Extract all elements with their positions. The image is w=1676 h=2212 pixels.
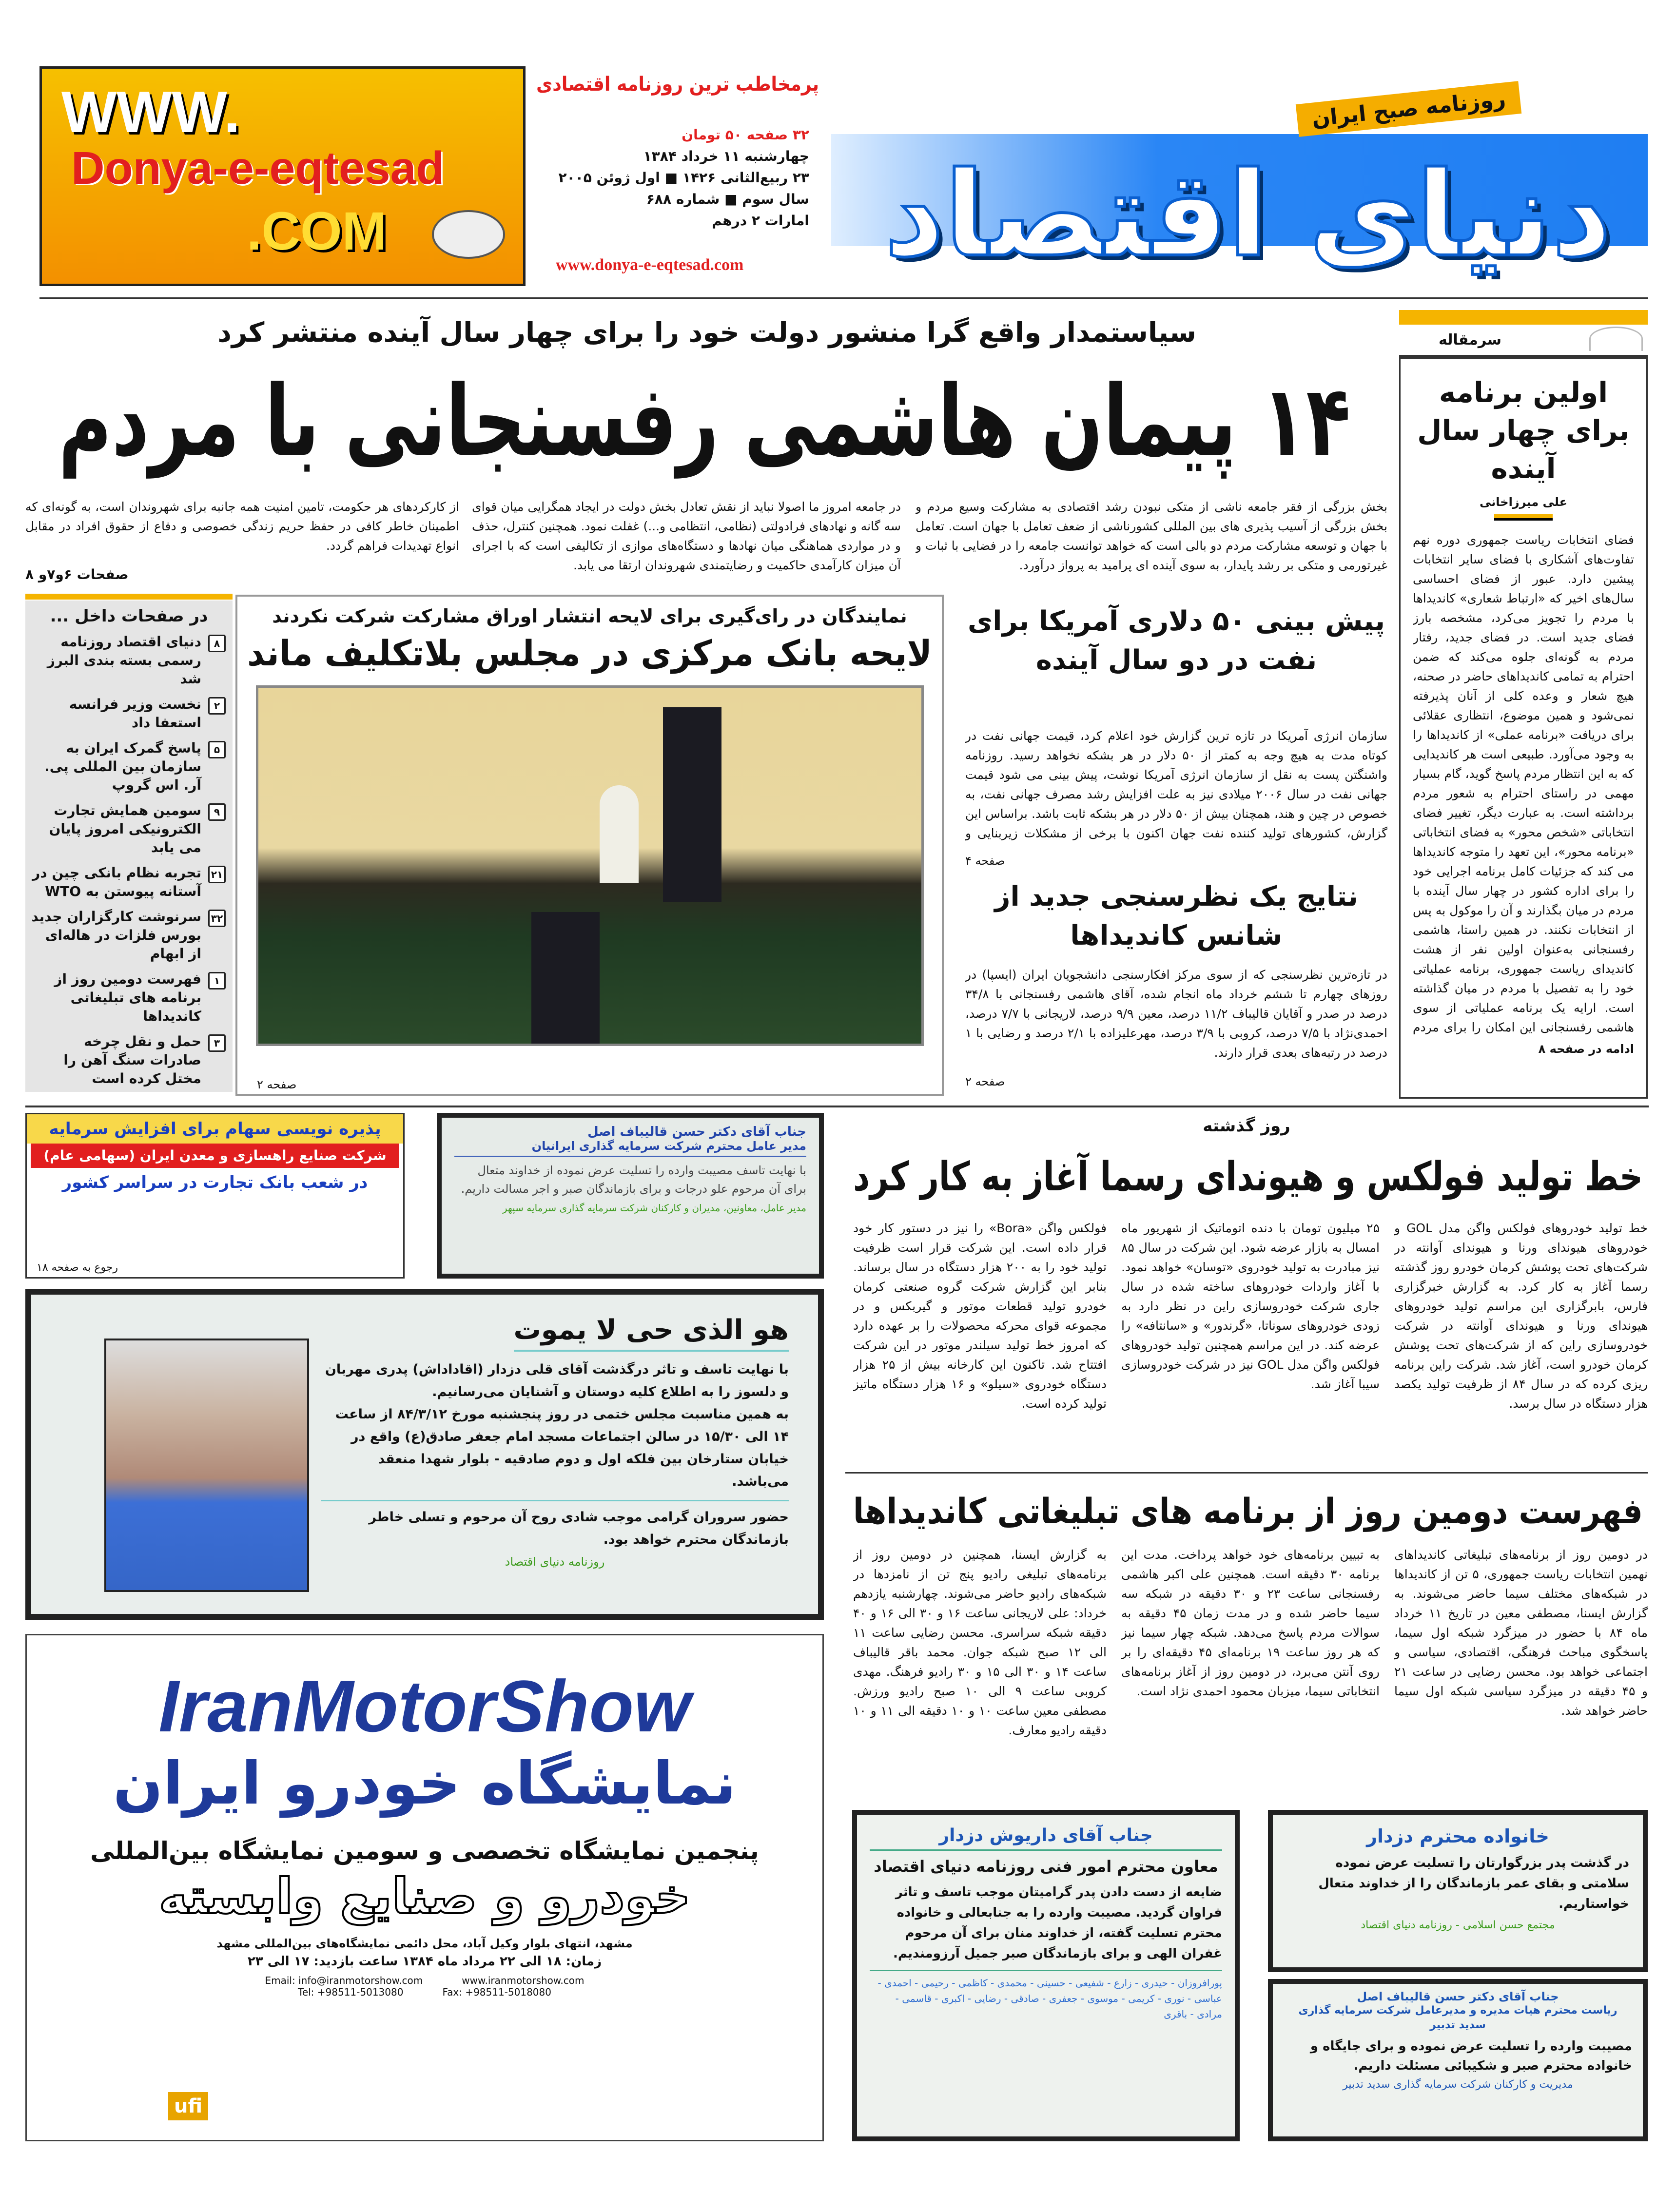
photo-figure xyxy=(600,785,639,883)
divider xyxy=(845,1472,1648,1474)
inside-item-text: حمل و نقل چرخه صادرات سنگ آهن را مختل کرده است xyxy=(63,1033,201,1087)
campaign-headline[interactable]: فهرست دومین روز از برنامه های تبلیغاتی کاندیداها xyxy=(853,1491,1643,1532)
oil-headline[interactable]: پیش بینی ۵۰ دلاری آمریکا برای نفت در دو سال آینده xyxy=(967,605,1385,676)
shares-ad-line3: در شعب بانک تجارت در سراسر کشور xyxy=(62,1173,368,1192)
poll-text: در تازه‌ترین نظرسنجی که از سوی مرکز افکارسنجی دانشجویان ایران (ایسپا) در روزهای چهارم تا ششم خرداد ماه انجام شده، آقای هاشمی رفسنجانی با ۳۴/۸ درصد در صدر و آقایان قالیباف ۱۱/۲ درصد، معین ۹/۹ درصد، لاریجانی با ۷/۷ درصد، احمدی‌نژاد با ۷/۵ درصد، کروبی با ۳/۹ درصد، مهرعلیزاده با ۲/۱ درصد و رضایی با ۱ درصد در رتبه‌های بعدی قرار دارند. xyxy=(965,968,1387,1060)
price: ۵۰ تومان xyxy=(682,127,742,143)
logo-badge: روزنامه صبح ایران xyxy=(1296,81,1522,137)
campaign-col-2: به تبیین برنامه‌های خود خواهد پرداخت. مدت این برنامه ۳۰ دقیقه است. همچنین علی اکبر هاشمی رفسنجانی ساعت ۲۳ و ۳۰ دقیقه در شبکه سه سیما حاضر شده و در مدت زمان ۴۵ دقیقه به سوالات مردم پاسخ می‌دهد. شبکه چهار سیما نیز که هر روز ساعت ۱۹ برنامه‌ای ۴۵ دقیقه‌ای را بر روی آنتن می‌برد، در دومین روز از آغاز برنامه‌های انتخاباتی سیما، میزبان محمود احمدی نژاد است. xyxy=(1121,1548,1380,1698)
globe-icon xyxy=(1589,327,1643,351)
header-divider xyxy=(39,297,1648,299)
bank-page[interactable]: صفحه ۲ xyxy=(257,1078,297,1091)
editorial-author: علی میرزاخانی xyxy=(1479,495,1568,509)
lead-pages[interactable]: صفحات ۶و۷و ۸ xyxy=(25,566,129,582)
inside-pages-box xyxy=(25,601,233,1092)
obituary-p3: حضور سروران گرامی موجب شادی روح آن مرحوم و تسلی خاطر بازماندگان محترم خواهد بود. xyxy=(321,1500,789,1551)
lead-col-1: بخش بزرگی از فقر جامعه ناشی از متکی نبودن رشد اقتصادی به مشارکت وسیع مردم و بخش بزرگی از آسیب پذیری های بین المللی کشورناشی از ضعف تعامل با جهان است. تعامل با جهان و توسعه مشارکت مردم دو بالی است که خواهد توانست جامعه را در فضایی با ثبات و غیرتورمی و متکی بر رشد پایدار، به سوی آینده ای پرامید به پرواز درآورد. xyxy=(916,500,1387,572)
motorshow-tel: Tel: +98511-5013080 xyxy=(298,1986,404,1998)
editorial-section: سرمقاله xyxy=(1438,331,1501,349)
inside-item-text: پاسخ گمرک ایران به سازمان بین المللی پی. آر. اس گروپ xyxy=(44,740,201,793)
page-number-badge: ۸ xyxy=(208,635,226,652)
condolence-ad-1[interactable] xyxy=(437,1113,824,1279)
page-number-badge: ۹ xyxy=(208,803,226,821)
tagline: پرمخاطب ترین روزنامه اقتصادی xyxy=(536,73,819,96)
uae-price: امارات ۲ درهم xyxy=(712,213,809,229)
campaign-headline-box xyxy=(853,1487,1643,1535)
lead-col-2: در جامعه امروز ما اصولا نباید از نقش تعادل بخش دولت در ایجاد همگرایی میان قوای سه گانه و نهادهای فرادولتی (نظامی، انتظامی و...) غفلت نمود. همچنین کنترل، حذف و در مواردی هماهنگی میان نهادها و دستگاه‌های موازی از تکالیفی است که با اجرای آن میزان کارآمدی حاکمیت و رضایتمندی شهروندان ارتقا می یابد. xyxy=(472,500,901,572)
photo-figure xyxy=(531,912,600,1044)
motorshow-line2: خودرو و صنایع وابسته xyxy=(158,1868,691,1925)
cond4-title: جناب آقای دکتر حسن قالیباف اصل xyxy=(1357,1990,1559,2003)
page-number-badge: ۲ xyxy=(208,697,226,715)
vw-col-2: ۲۵ میلیون تومان با دنده اتوماتیک از شهریور ماه امسال به بازار عرضه شود. این شرکت در سال ۸۵ نیز مبادرت به تولید خودروی «توسان» خواهد نمود. با آغاز واردات خودروهای ساخته شده در سال جاری شرکت خودروسازی راین در نظر دارد به زودی خودروهای سوناتا، «گرندور» و «سانتافه» را عرضه کند. در این مراسم همچنین تولید خودروهای فولکس واگن مدل GOL نیز در شرکت خودروسازی سیبا آغاز شد. xyxy=(1121,1221,1380,1391)
vw-col-1: خط تولید خودروهای فولکس واگن مدل GOL و خودروهای هیوندای ورنا و هیوندای آوانته در شرکت‌های تحت پوشش کرمان خودرو روز گذشته رسما آغاز به کار کرد. به گزارش خبرگزاری فارس، بابرگزاری این مراسم تولید خودروهای هیوندای ورنا و هیوندای آوانته در شرکت خودروسازی راین که از شرکت‌های تحت پوشش کرمان خودرو است، آغاز شد. شرکت راین برنامه ریزی کرده که در سال ۸۴ از ظرفیت تولید یکصد هزار دستگاه در سال برسد. xyxy=(1394,1221,1648,1411)
page-number-badge: ۳۲ xyxy=(208,910,226,927)
obituary-p2: به همین مناسبت مجلس ختمی در روز پنجشنبه مورخ ۸۴/۳/۱۲ از ساعت ۱۴ الی ۱۵/۳۰ در سالن اجتماعات مسجد امام جعفر صادق(ع) واقع در خیابان ستارخان بین فلکه اول و دوم صادقیه - بلوار شهدا منعقد می‌باشد. xyxy=(335,1407,789,1489)
issue-number: سال سوم ■ شماره ۶۸۸ xyxy=(646,191,809,207)
cond2-names: پورافروزان - حیدری - زارع - شفیعی - حسینی - محمدی - کاظمی - رحیمی - احمدی - عباسی - نوری - کریمی - موسوی - جعفری - صادقی - رضایی - اکبری - قاسمی - مرادی - باقری xyxy=(870,1970,1222,2022)
motorshow-time: زمان: ۱۸ الی ۲۲ مرداد ماه ۱۳۸۴ ساعت بازدید: ۱۷ الی ۲۳ xyxy=(247,1954,602,1969)
obituary-title: هو الذی حی لا یموت xyxy=(514,1314,789,1352)
cond4-sign: مدیریت و کارکنان شرکت سرمایه گذاری سدید تدبیر xyxy=(1343,2078,1573,2091)
author-bar xyxy=(1494,514,1553,521)
motorshow-ad[interactable] xyxy=(25,1634,824,2141)
cond1-text: با نهایت تاسف مصیبت وارده را تسلیت عرض نموده از خداوند متعال برای آن مرحوم علو درجات و برای بازماندگان صبر و اجر مسالت داریم. xyxy=(461,1164,806,1196)
lead-col-3: از کارکردهای هر حکومت، تامین امنیت همه جانبه برای شهروندان است، به گونه‌ای که اطمینان خاطر کافی در حفظ حریم زندگی خصوصی و دفاع از حقوق افراد در مقابل انواع تهدیدات فراهم گردد. xyxy=(25,500,459,553)
mouse-icon xyxy=(432,210,505,259)
campaign-col-1: در دومین روز از برنامه‌های تبلیغاتی کاندیداهای نهمین انتخابات ریاست جمهوری، ۵ تن از کاندیداها در شبکه‌های مختلف سیما حاضر می‌شوند. به گزارش ایسنا، مصطفی معین در تاریخ ۱۱ خرداد ماه ۸۴ با حضور در میزگرد شبکه اول سیما، پاسخگوی مباحث فرهنگی، اقتصادی، سیاسی و اجتماعی خواهد بود. محسن رضایی در ساعت ۲۱ و ۴۵ دقیقه در میزگرد سیاسی شبکه اول سیما حاضر خواهد شد. xyxy=(1394,1548,1648,1718)
inside-item-text: تجربه نظام بانکی چین در آستانه پیوستن به WTO xyxy=(32,865,201,899)
photo-figure xyxy=(663,707,721,902)
cond2-text: ضایعه از دست دادن پدر گرامیتان موجب تاسف و تاثر فراوان گردید. مصیبت وارده را به جنابعالی و خانواده محترم تسلیت گفته، از خداوند منان برای آن مرحوم غفران الهی و برای بازماندگان صبر جمیل آرزومندیم. xyxy=(893,1885,1222,1961)
inside-item-text: سرنوشت کارگزاران جدید بورس فلزات در هاله‌ای از ابهام xyxy=(31,909,201,962)
motorshow-phones xyxy=(27,1986,822,1998)
date-other: ۲۳ ربیع‌الثانی ۱۴۲۶ ■ اول ژوئن ۲۰۰۵ xyxy=(558,170,809,186)
inside-item[interactable] xyxy=(30,1032,228,1088)
page-number-badge: ۱ xyxy=(208,972,226,990)
section-divider xyxy=(25,1106,1649,1107)
inside-item[interactable] xyxy=(30,633,228,688)
cond4-text: مصیبت وارده را تسلیت عرض نموده و برای جایگاه و خانواده محترم صبر و شکیبائی مسئلت داریم. xyxy=(1310,2039,1632,2073)
editorial-title: اولین برنامه برای چهار سال آینده xyxy=(1417,376,1630,485)
date-persian: چهارشنبه ۱۱ خرداد ۱۳۸۴ xyxy=(643,148,809,164)
inside-item[interactable] xyxy=(30,970,228,1026)
cond1-sign: مدیر عامل، معاونین، مدیران و کارکنان شرکت سرمایه گذاری سرمایه سپهر xyxy=(502,1202,806,1214)
bank-kicker-box xyxy=(247,605,932,627)
issue-info xyxy=(536,124,809,232)
inside-item[interactable] xyxy=(30,739,228,795)
inside-bar xyxy=(25,594,233,600)
website-ad[interactable] xyxy=(39,66,526,286)
motorshow-email: Email: info@iranmotorshow.com xyxy=(265,1975,423,1986)
page-number-badge: ۲۱ xyxy=(208,866,226,883)
cond3-sign: مجتمع حسن اسلامی - روزنامه دنیای اقتصاد xyxy=(1361,1919,1555,1931)
motorshow-logo-fa: نمایشگاه خودرو ایران xyxy=(113,1750,737,1818)
motorshow-contacts xyxy=(27,1975,822,1986)
portrait-photo xyxy=(104,1339,309,1592)
ad-com: .COM xyxy=(247,201,387,261)
vw-kicker: روز گذشته xyxy=(1203,1116,1290,1136)
vw-headline[interactable]: خط تولید فولکس و هیوندای رسما آغاز به کار کرد xyxy=(853,1154,1643,1200)
editorial-bar xyxy=(1399,310,1648,325)
campaign-col-3: به گزارش ایسنا، همچنین در دومین روز از برنامه‌های تبلیغی رادیو پنج تن از نامزدها در شبکه‌های رادیو حاضر می‌شوند. چهارشنبه یازدهم خرداد: علی لاریجانی ساعت ۱۶ و ۳۰ الی ۱۶ و ۴۰ دقیقه شبکه سراسری. محسن رضایی ساعت ۱۱ الی ۱۲ صبح شبکه جوان. محمد باقر قالیباف ساعت ۱۴ و ۳۰ الی ۱۵ و ۳۰ رادیو فرهنگ. مهدی کروبی ساعت ۹ الی ۱۰ صبح رادیو ورزش. مصطفی معین ساعت ۱۰ و ۱۰ دقیقه الی ۱۱ و ۱۰ دقیقه رادیو معارف. xyxy=(853,1548,1107,1737)
editorial-box xyxy=(1399,355,1648,1099)
bank-headline[interactable]: لایحه بانک مرکزی در مجلس بلاتکلیف ماند xyxy=(247,633,932,674)
bank-headline-box xyxy=(247,633,932,674)
page-number-badge: ۳ xyxy=(208,1034,226,1052)
newspaper-logo: دنیای اقتصاد xyxy=(884,146,1612,283)
obituary-body xyxy=(321,1314,789,1569)
vw-col-3: فولکس واگن «Bora» را نیز در دستور کار خود قرار داده است. این شرکت قرار است ظرفیت تولید خود را به ۲۰۰ هزار دستگاه در سال برساند. بنابر این گزارش شرکت گروه صنعتی کرمان خودرو تولید قطعات موتور و گیربکس و در مجموعه قوای محرکه محصولات را بر عهده دارد که امروز خط تولید سیلندر موتور در این شرکت افتتاح شد. تاکنون این کارخانه بیش از ۲۵ هزار دستگاه خودروی «سیلو» و ۱۶ هزار دستگاه ماتیز تولید کرده است. xyxy=(853,1221,1107,1411)
poll-headline[interactable]: نتایج یک نظرسنجی جدید از شانس کاندیداها xyxy=(994,881,1358,951)
shares-ad-line1: پذیره نویسی سهام برای افزایش سرمایه xyxy=(27,1114,403,1144)
website-link[interactable]: www.donya-e-eqtesad.com xyxy=(556,256,744,274)
inside-item[interactable] xyxy=(30,801,228,857)
inside-title: در صفحات داخل ... xyxy=(50,606,208,626)
vw-headline-box xyxy=(853,1150,1643,1204)
obituary-sign: روزنامه دنیای اقتصاد xyxy=(505,1555,605,1569)
tagline-box xyxy=(536,73,819,96)
lead-headline[interactable]: ۱۴ پیمان هاشمی رفسنجانی با مردم xyxy=(58,365,1351,478)
bank-kicker: نمایندگان در رای‌گیری برای لایحه انتشار اوراق مشارکت شرکت نکردند xyxy=(272,605,907,627)
obituary-ad[interactable] xyxy=(25,1289,824,1620)
cond2-title: جناب آقای داریوش دزدار xyxy=(870,1825,1222,1851)
ad-domain: Donya-e-eqtesad xyxy=(71,142,445,194)
inside-item-text: نخست وزیر فرانسه استعفا داد xyxy=(69,696,201,731)
newspaper-logo-box xyxy=(858,141,1638,288)
ad-www: WWW. xyxy=(61,79,240,145)
motorshow-logo-en: IranMotorShow xyxy=(158,1665,691,1747)
parliament-photo xyxy=(256,685,924,1046)
cond1-title: جناب آقای دکتر حسن قالیباف اصل xyxy=(587,1125,806,1139)
oil-text: سازمان انرژی آمریکا در تازه ترین گزارش خود اعلام کرد، قیمت جهانی نفت در کوتاه مدت به هیچ وجه به کمتر از ۵۰ دلار در هر بشکه نخواهد رسید. روزنامه واشنگتن پست به نقل از سازمان انرژی آمریکا نوشت، پیش بینی می شود قیمت جهانی نفت در سال ۲۰۰۶ میلادی نیز به علت افزایش رشد مصرف جهانی نفت، به خصوص در چین و هند، همچنان بیش از ۵۰ دلار در هر بشکه ثابت باشد. براساس این گزارش، کشورهای تولید کننده نفت جهان اکنون با برخی از مشکلات زیربنایی و xyxy=(965,729,1387,840)
condolence-ad-3[interactable] xyxy=(1268,1810,1648,1972)
inside-item-text: سومین همایش تجارت الکترونیکی امروز پایان می یابد xyxy=(49,802,201,855)
motorshow-address: مشهد، انتهای بلوار وکیل آباد، محل دائمی نمایشگاه‌های بین‌المللی مشهد xyxy=(216,1937,633,1950)
page-number-badge: ۵ xyxy=(208,741,226,758)
inside-item[interactable] xyxy=(30,695,228,732)
cond2-subtitle: معاون محترم امور فنی روزنامه دنیای اقتصاد xyxy=(874,1857,1218,1876)
cond3-title: خانواده محترم دزدار xyxy=(1366,1825,1549,1847)
inside-item-text: فهرست دومین روز از برنامه های تبلیغاتی کاندیداها xyxy=(54,971,201,1024)
cond3-text: در گذشت پدر بزرگوارتان را تسلیت عرض نموده سلامتی و بقای عمر بازماندگان را از خداوند متعال خواستاریم. xyxy=(1318,1856,1629,1911)
inside-item[interactable] xyxy=(30,864,228,901)
inside-list xyxy=(30,633,228,1088)
shares-ad[interactable] xyxy=(25,1113,405,1279)
motorshow-line1-box xyxy=(46,1835,803,1866)
poll-page[interactable]: صفحه ۲ xyxy=(965,1075,1005,1088)
obituary-p1: با نهایت تاسف و تاثر درگذشت آقای قلی دزدار (اقاداداش) پدری مهربان و دلسوز را به اطلاع کلیه دوستان و آشنایان می‌رسانیم. xyxy=(325,1362,789,1399)
motorshow-web: www.iranmotorshow.com xyxy=(462,1975,585,1986)
shares-ad-ref: رجوع به صفحه ۱۸ xyxy=(37,1261,118,1274)
ufi-logo: ufi xyxy=(168,2092,208,2120)
page-count: ۳۲ صفحه xyxy=(746,127,809,143)
motorshow-line1: پنجمین نمایشگاه تخصصی و سومین نمایشگاه بین‌المللی xyxy=(90,1837,759,1865)
condolence-ad-2[interactable] xyxy=(852,1810,1240,2141)
lead-headline-box xyxy=(58,363,1350,480)
inside-item-text: دنیای اقتصاد روزنامه رسمی بسته بندی البرز شد xyxy=(47,634,201,687)
lead-kicker-box xyxy=(146,317,1267,349)
motorshow-fax: Fax: +98511-5018080 xyxy=(442,1986,551,1998)
bank-story xyxy=(235,595,944,1096)
cond1-subtitle: مدیر عامل محترم شرکت سرمایه گذاری ایرانیان xyxy=(454,1139,806,1157)
editorial-continued[interactable]: ادامه در صفحه ۸ xyxy=(1538,1042,1634,1056)
cond4-subtitle: ریاست محترم هیات مدیره و مدیرعامل شرکت سرمایه گذاری سدید تدبیر xyxy=(1298,2004,1618,2031)
shares-ad-line2: شرکت صنایع راهسازی و معدن ایران (سهامی عام) xyxy=(31,1144,399,1168)
lead-kicker: سیاستمدار واقع گرا منشور دولت خود را برای چهار سال آینده منتشر کرد xyxy=(217,317,1196,349)
editorial-text: فضای انتخابات ریاست جمهوری دوره نهم تفاوت‌های آشکاری با فضای سایر انتخابات پیشین دارد. عبور از فضای احساسی سال‌های اخیر که «ارتباط شعاری» کاندیداها با مردم را تجویز می‌کرد، مشخصه بارز فضای جدید است. در فضای جدید، رفتار مردم به گونه‌ای جلوه می‌کند که ضمن احترام به تمامی کاندیداهای حاضر در صحنه، هیچ شعار و وعده کلی از آنان پذیرفته نمی‌شود و همین موضوع، انتظاری عقلائی برای دریافت «برنامه عملی» از کاندیداها را به وجود می‌آورد. طبیعی است هر کاندیدایی که به این انتظار مردم پاسخ گوید، گام بسیار مهمی در راستای احترام به شعور مردم برداشته است. به عبارت دیگر، تغییر فضای انتخاباتی «شخص محور» به فضای انتخاباتی «برنامه محور»، این تعهد را متوجه کاندیداها می کند که جزئیات کامل برنامه اجرایی خود را برای اداره کشور در چهار سال آینده با مردم در میان بگذارند و آن را موکول به پس از انتخابات نکنند. در همین راستا، هاشمی رفسنجانی به‌عنوان اولین نفر از هشت کاندیدای ریاست جمهوری، برنامه عملیاتی خود را به تفصیل با مردم در میان گذاشته است. ارایه یک برنامه عملیاتی از سوی هاشمی رفسنجانی این امکان را برای مردم xyxy=(1413,533,1634,1034)
inside-item[interactable] xyxy=(30,908,228,963)
condolence-ad-4[interactable] xyxy=(1268,1979,1648,2141)
oil-page[interactable]: صفحه ۴ xyxy=(965,854,1005,868)
